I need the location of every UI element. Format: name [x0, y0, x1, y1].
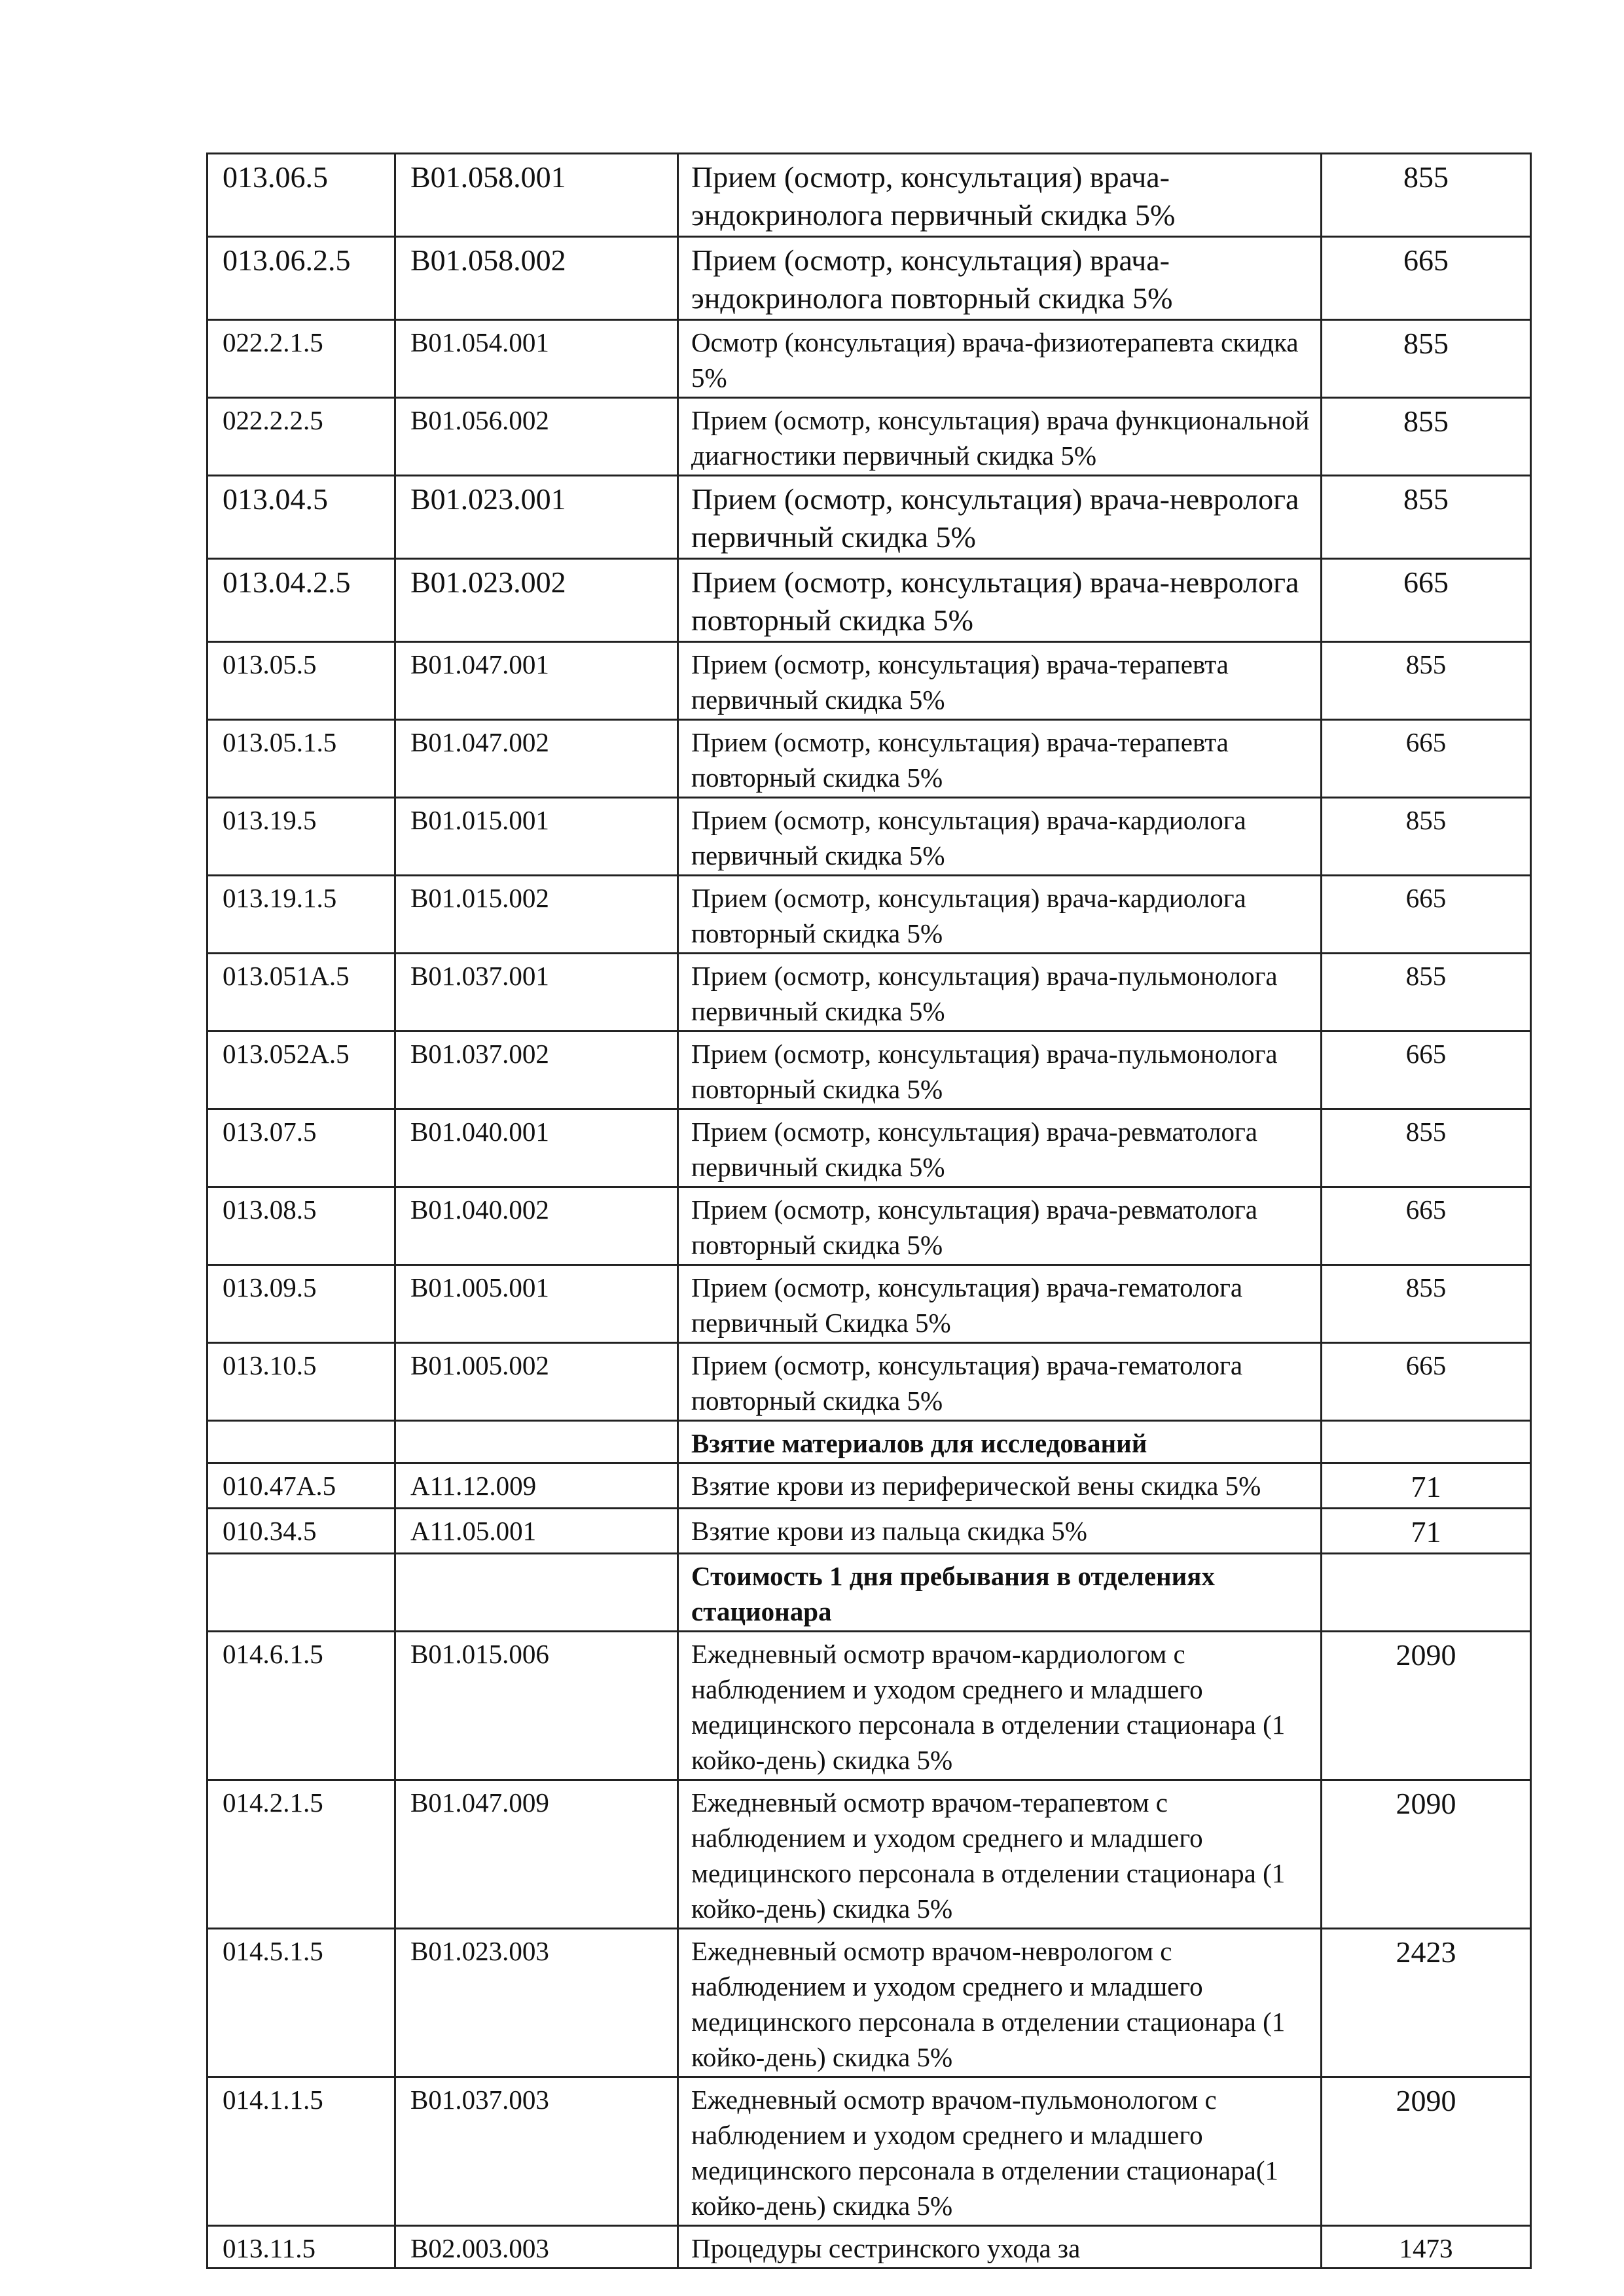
code-cell: 013.052A.5 — [208, 1031, 395, 1109]
table-row — [208, 559, 1531, 642]
code-cell: 014.6.1.5 — [208, 1632, 395, 1780]
price-cell: 71 — [1322, 1509, 1531, 1554]
code-cell: 014.2.1.5 — [208, 1780, 395, 1929]
table-row — [208, 476, 1531, 559]
service-code-cell: B01.023.003 — [395, 1929, 678, 2077]
price-cell — [1322, 1421, 1531, 1463]
description-cell: Ежедневный осмотр врачом-пульмонологом с наблюдением и уходом среднего и младшего медицинского персонала в отделении стационара(1 койко-день) скидка 5% — [678, 2077, 1322, 2226]
price-cell: 665 — [1322, 237, 1531, 320]
price-cell: 855 — [1322, 476, 1531, 559]
table-row — [208, 1031, 1531, 1109]
table-row — [208, 398, 1531, 476]
service-code-cell: B01.056.002 — [395, 398, 678, 476]
code-cell: 010.34.5 — [208, 1509, 395, 1554]
section-title: Взятие материалов для исследований — [678, 1421, 1322, 1463]
code-cell — [208, 1554, 395, 1632]
price-cell: 1473 — [1322, 2226, 1531, 2269]
price-cell: 855 — [1322, 154, 1531, 237]
price-cell: 855 — [1322, 798, 1531, 876]
table-row — [208, 1509, 1531, 1554]
service-code-cell: B01.040.001 — [395, 1109, 678, 1187]
price-cell: 2090 — [1322, 1632, 1531, 1780]
service-code-cell: B01.023.001 — [395, 476, 678, 559]
price-cell: 665 — [1322, 1031, 1531, 1109]
table-row — [208, 954, 1531, 1031]
service-code-cell: B01.005.001 — [395, 1265, 678, 1343]
description-cell: Прием (осмотр, консультация) врача-кардиолога повторный скидка 5% — [678, 876, 1322, 954]
code-cell: 013.05.5 — [208, 642, 395, 720]
service-code-cell: A11.12.009 — [395, 1463, 678, 1509]
table-row — [208, 1780, 1531, 1929]
service-code-cell: B01.015.006 — [395, 1632, 678, 1780]
table-row — [208, 1463, 1531, 1509]
description-cell: Ежедневный осмотр врачом-неврологом с наблюдением и уходом среднего и младшего медицинского персонала в отделении стационара (1 койко-день) скидка 5% — [678, 1929, 1322, 2077]
description-cell: Прием (осмотр, консультация) врача-эндокринолога первичный скидка 5% — [678, 154, 1322, 237]
price-cell: 665 — [1322, 720, 1531, 798]
description-cell: Ежедневный осмотр врачом-терапевтом с наблюдением и уходом среднего и младшего медицинского персонала в отделении стационара (1 койко-день) скидка 5% — [678, 1780, 1322, 1929]
service-code-cell: B01.015.001 — [395, 798, 678, 876]
code-cell: 013.04.2.5 — [208, 559, 395, 642]
code-cell: 013.051A.5 — [208, 954, 395, 1031]
table-row — [208, 876, 1531, 954]
service-code-cell: B01.047.009 — [395, 1780, 678, 1929]
description-cell: Прием (осмотр, консультация) врача-терапевта повторный скидка 5% — [678, 720, 1322, 798]
service-code-cell: B01.047.001 — [395, 642, 678, 720]
description-cell: Взятие крови из пальца скидка 5% — [678, 1509, 1322, 1554]
service-code-cell: B01.040.002 — [395, 1187, 678, 1265]
code-cell: 013.05.1.5 — [208, 720, 395, 798]
description-cell: Прием (осмотр, консультация) врача-терапевта первичный скидка 5% — [678, 642, 1322, 720]
code-cell: 022.2.2.5 — [208, 398, 395, 476]
description-cell: Прием (осмотр, консультация) врача функциональной диагностики первичный скидка 5% — [678, 398, 1322, 476]
price-cell: 855 — [1322, 1109, 1531, 1187]
code-cell: 013.08.5 — [208, 1187, 395, 1265]
code-cell: 014.5.1.5 — [208, 1929, 395, 2077]
price-cell: 855 — [1322, 1265, 1531, 1343]
price-cell: 665 — [1322, 1343, 1531, 1421]
table-row — [208, 1109, 1531, 1187]
service-code-cell — [395, 1421, 678, 1463]
service-code-cell: B01.015.002 — [395, 876, 678, 954]
table-row — [208, 320, 1531, 398]
code-cell: 013.06.2.5 — [208, 237, 395, 320]
price-cell: 2090 — [1322, 2077, 1531, 2226]
service-code-cell: B01.037.002 — [395, 1031, 678, 1109]
service-code-cell: B01.037.001 — [395, 954, 678, 1031]
description-cell: Прием (осмотр, консультация) врача-пульмонолога повторный скидка 5% — [678, 1031, 1322, 1109]
price-cell — [1322, 1554, 1531, 1632]
section-row — [208, 1554, 1531, 1632]
table-row — [208, 1343, 1531, 1421]
section-row — [208, 1421, 1531, 1463]
table-row — [208, 1929, 1531, 2077]
service-code-cell: B01.005.002 — [395, 1343, 678, 1421]
code-cell — [208, 1421, 395, 1463]
service-code-cell: B01.037.003 — [395, 2077, 678, 2226]
description-cell: Прием (осмотр, консультация) врача-пульмонолога первичный скидка 5% — [678, 954, 1322, 1031]
price-cell: 665 — [1322, 876, 1531, 954]
description-cell: Прием (осмотр, консультация) врача-ревматолога повторный скидка 5% — [678, 1187, 1322, 1265]
table-row — [208, 1632, 1531, 1780]
price-cell: 665 — [1322, 1187, 1531, 1265]
code-cell: 013.07.5 — [208, 1109, 395, 1187]
code-cell: 013.11.5 — [208, 2226, 395, 2269]
description-cell: Осмотр (консультация) врача-физиотерапевта скидка 5% — [678, 320, 1322, 398]
description-cell: Прием (осмотр, консультация) врача-эндокринолога повторный скидка 5% — [678, 237, 1322, 320]
service-code-cell: B01.023.002 — [395, 559, 678, 642]
description-cell: Ежедневный осмотр врачом-кардиологом с наблюдением и уходом среднего и младшего медицинского персонала в отделении стационара (1 койко-день) скидка 5% — [678, 1632, 1322, 1780]
table-row — [208, 237, 1531, 320]
description-cell: Прием (осмотр, консультация) врача-невролога первичный скидка 5% — [678, 476, 1322, 559]
service-code-cell: B01.058.001 — [395, 154, 678, 237]
table-row — [208, 720, 1531, 798]
description-cell: Прием (осмотр, консультация) врача-ревматолога первичный скидка 5% — [678, 1109, 1322, 1187]
price-cell: 71 — [1322, 1463, 1531, 1509]
description-cell: Прием (осмотр, консультация) врача-кардиолога первичный скидка 5% — [678, 798, 1322, 876]
code-cell: 013.10.5 — [208, 1343, 395, 1421]
price-cell: 855 — [1322, 642, 1531, 720]
section-title: Стоимость 1 дня пребывания в отделениях стационара — [678, 1554, 1322, 1632]
code-cell: 013.19.1.5 — [208, 876, 395, 954]
service-code-cell: B01.054.001 — [395, 320, 678, 398]
service-code-cell: A11.05.001 — [395, 1509, 678, 1554]
service-code-cell — [395, 1554, 678, 1632]
description-cell: Прием (осмотр, консультация) врача-гематолога первичный Скидка 5% — [678, 1265, 1322, 1343]
description-cell: Прием (осмотр, консультация) врача-невролога повторный скидка 5% — [678, 559, 1322, 642]
table-row — [208, 1187, 1531, 1265]
table-row — [208, 798, 1531, 876]
table-row — [208, 2077, 1531, 2226]
table-row — [208, 154, 1531, 237]
code-cell: 013.04.5 — [208, 476, 395, 559]
price-cell: 665 — [1322, 559, 1531, 642]
description-cell: Взятие крови из периферической вены скидка 5% — [678, 1463, 1322, 1509]
price-cell: 2090 — [1322, 1780, 1531, 1929]
price-table — [206, 152, 1532, 2269]
code-cell: 022.2.1.5 — [208, 320, 395, 398]
service-code-cell: B01.047.002 — [395, 720, 678, 798]
table-row — [208, 1265, 1531, 1343]
price-table-body — [208, 154, 1531, 2269]
code-cell: 013.19.5 — [208, 798, 395, 876]
price-cell: 855 — [1322, 954, 1531, 1031]
price-cell: 855 — [1322, 398, 1531, 476]
code-cell: 013.09.5 — [208, 1265, 395, 1343]
table-row — [208, 642, 1531, 720]
price-cell: 2423 — [1322, 1929, 1531, 2077]
service-code-cell: B02.003.003 — [395, 2226, 678, 2269]
table-row — [208, 2226, 1531, 2269]
service-code-cell: B01.058.002 — [395, 237, 678, 320]
description-cell: Прием (осмотр, консультация) врача-гематолога повторный скидка 5% — [678, 1343, 1322, 1421]
price-cell: 855 — [1322, 320, 1531, 398]
code-cell: 010.47A.5 — [208, 1463, 395, 1509]
code-cell: 013.06.5 — [208, 154, 395, 237]
description-cell: Процедуры сестринского ухода за — [678, 2226, 1322, 2269]
code-cell: 014.1.1.5 — [208, 2077, 395, 2226]
